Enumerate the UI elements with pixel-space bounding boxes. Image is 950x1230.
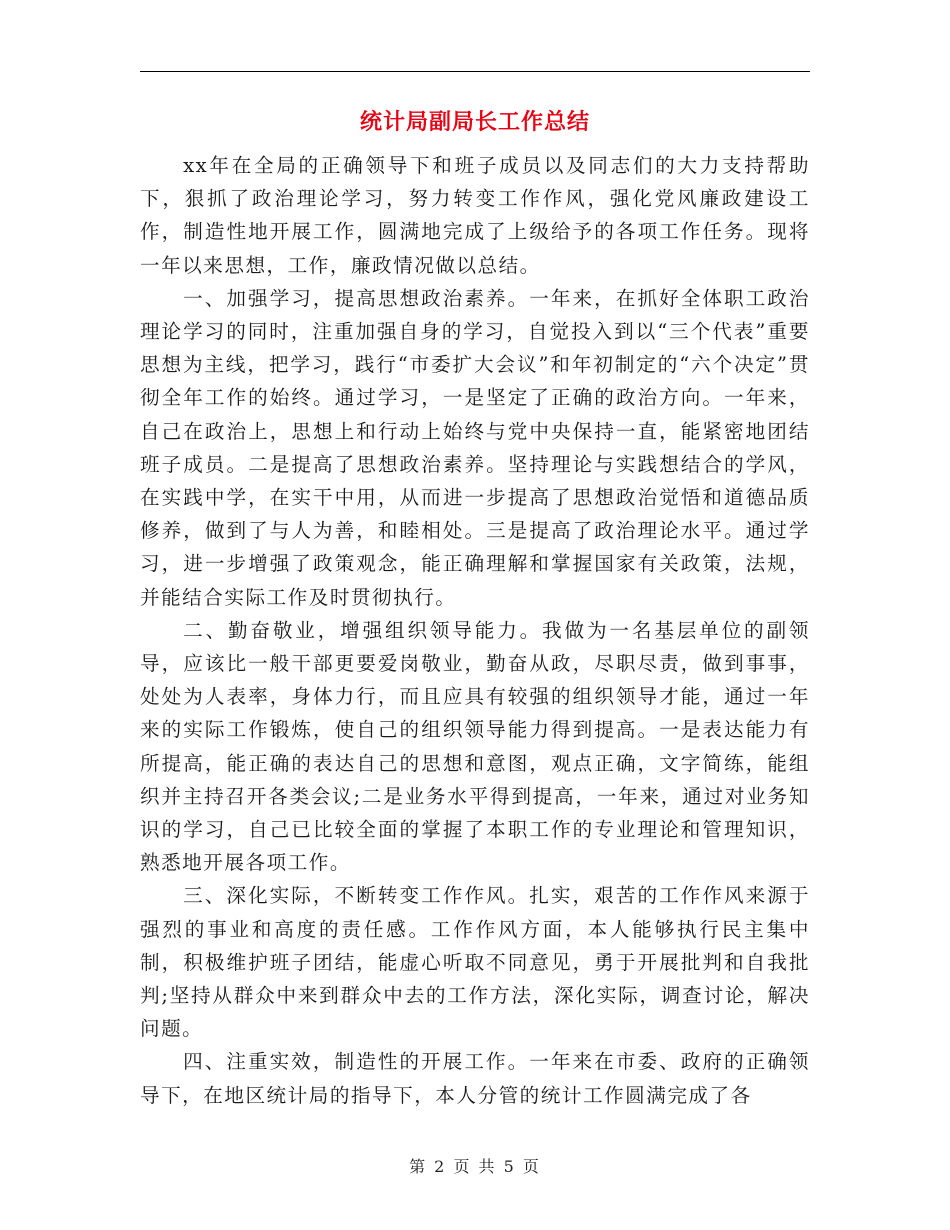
paragraph-section-2: 二、勤奋敬业，增强组织领导能力。我做为一名基层单位的副领导，应该比一般干部更要爱岗敬业，勤奋从政，尽职尽责，做到事事，处处为人表率，身体力行，而且应具有较强的组织领导才能，通过一年来的实际工作锻炼，使自己的组织领导能力得到提高。一是表达能力有所提高，能正确的表达自己的思想和意图，观点正确，文字简练，能组织并主持召开各类会议;二是业务水平得到提高，一年来，通过对业务知识的学习，自己已比较全面的掌握了本职工作的专业理论和管理知识，熟悉地开展各项工作。: [140, 618, 810, 875]
paragraph-section-1: 一、加强学习，提高思想政治素养。一年来，在抓好全体职工政治理论学习的同时，注重加强自身的学习，自觉投入到以“三个代表”重要思想为主线，把学习，践行“市委扩大会议”和年初制定的“六个决定”贯彻全年工作的始终。通过学习，一是坚定了正确的政治方向。一年来，自己在政治上，思想上和行动上始终与党中央保持一直，能紧密地团结班子成员。二是提高了思想政治素养。坚持理论与实践想结合的学风，在实践中学，在实干中用，从而进一步提高了思想政治觉悟和道德品质修养，做到了与人为善，和睦相处。三是提高了政治理论水平。通过学习，进一步增强了政策观念，能正确理解和掌握国家有关政策，法规，并能结合实际工作及时贯彻执行。: [140, 286, 810, 609]
page-number: 第 2 页 共 5 页: [409, 1157, 541, 1176]
document-title: 统计局副局长工作总结: [359, 110, 590, 135]
paragraph-intro: xx年在全局的正确领导下和班子成员以及同志们的大力支持帮助下，狠抓了政治理论学习，努力转变工作作风，强化党风廉政建设工作，制造性地开展工作，圆满地完成了上级给予的各项工作任务。现将一年以来思想，工作，廉政情况做以总结。: [140, 154, 810, 277]
document-body: [140, 149, 810, 1112]
header-rule: [140, 71, 810, 72]
paragraph-section-4: 四、注重实效，制造性的开展工作。一年来在市委、政府的正确领导下，在地区统计局的指导下，本人分管的统计工作圆满完成了各: [140, 1050, 810, 1107]
paragraph-section-3: 三、深化实际，不断转变工作作风。扎实，艰苦的工作作风来源于强烈的事业和高度的责任感。工作作风方面，本人能够执行民主集中制，积极维护班子团结，能虚心听取不同意见，勇于开展批判和自我批判;坚持从群众中来到群众中去的工作方法，深化实际，调查讨论，解决问题。: [140, 884, 810, 1041]
